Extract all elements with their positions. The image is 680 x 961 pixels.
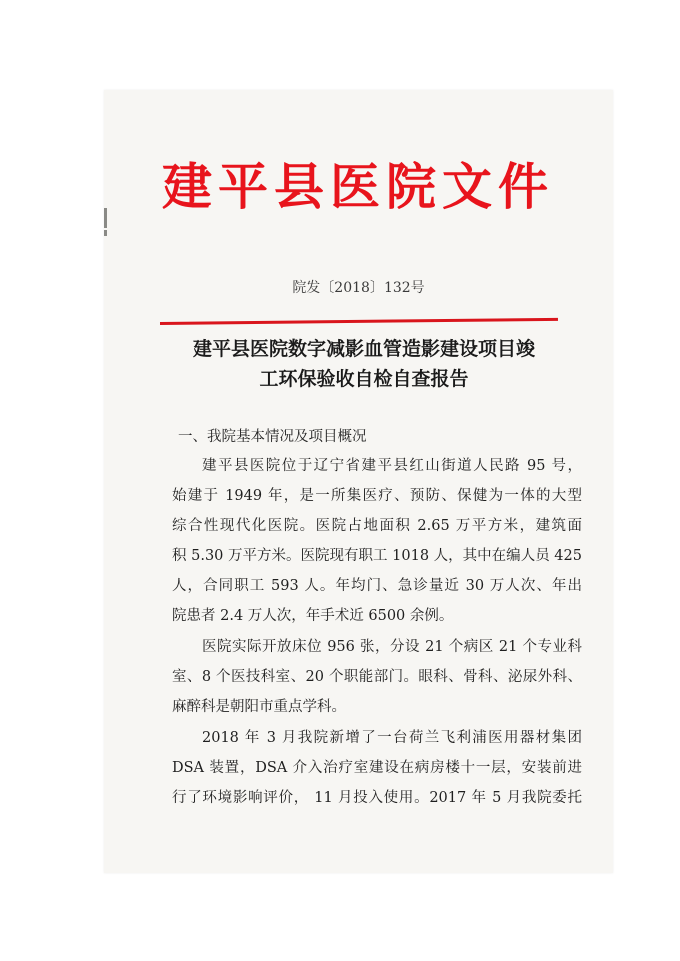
red-divider-line: [160, 318, 558, 325]
body-line: 人，合同职工 593 人。年均门、急诊量近 30 万人次、年出: [172, 578, 582, 594]
body-line: 医院实际开放床位 956 张，分设 21 个病区 21 个专业科: [202, 639, 582, 655]
body-line: 麻醉科是朝阳市重点学科。: [172, 699, 346, 715]
body-line: 行了环境影响评价， 11 月投入使用。2017 年 5 月我院委托: [172, 790, 582, 806]
document-page: [104, 90, 613, 873]
body-line: 院患者 2.4 万人次，年手术近 6500 余例。: [172, 608, 454, 624]
body-line: DSA 装置，DSA 介入治疗室建设在病房楼十一层，安装前进: [172, 760, 582, 776]
body-line: 积 5.30 万平方米。医院现有职工 1018 人，其中在编人员 425: [172, 548, 582, 564]
section-heading: 一、我院基本情况及项目概况: [178, 429, 367, 445]
report-title-line-1: 建平县医院数字减影血管造影建设项目竣: [192, 338, 535, 360]
body-line: 综合性现代化医院。医院占地面积 2.65 万平方米，建筑面: [172, 518, 582, 534]
binding-mark: [104, 230, 107, 236]
binding-mark: [104, 208, 107, 228]
body-line: 建平县医院位于辽宁省建平县红山街道人民路 95 号，: [202, 458, 582, 474]
body-line: 始建于 1949 年，是一所集医疗、预防、保健为一体的大型: [172, 488, 582, 504]
body-line: 2018 年 3 月我院新增了一台荷兰飞利浦医用器材集团: [202, 730, 582, 746]
document-number: 院发〔2018〕132号: [292, 280, 425, 296]
document-header-title: 建平县医院文件: [162, 157, 554, 216]
report-title-line-2: 工环保验收自检自查报告: [259, 368, 469, 390]
body-line: 室、8 个医技科室、20 个职能部门。眼科、骨科、泌尿外科、: [172, 669, 582, 685]
